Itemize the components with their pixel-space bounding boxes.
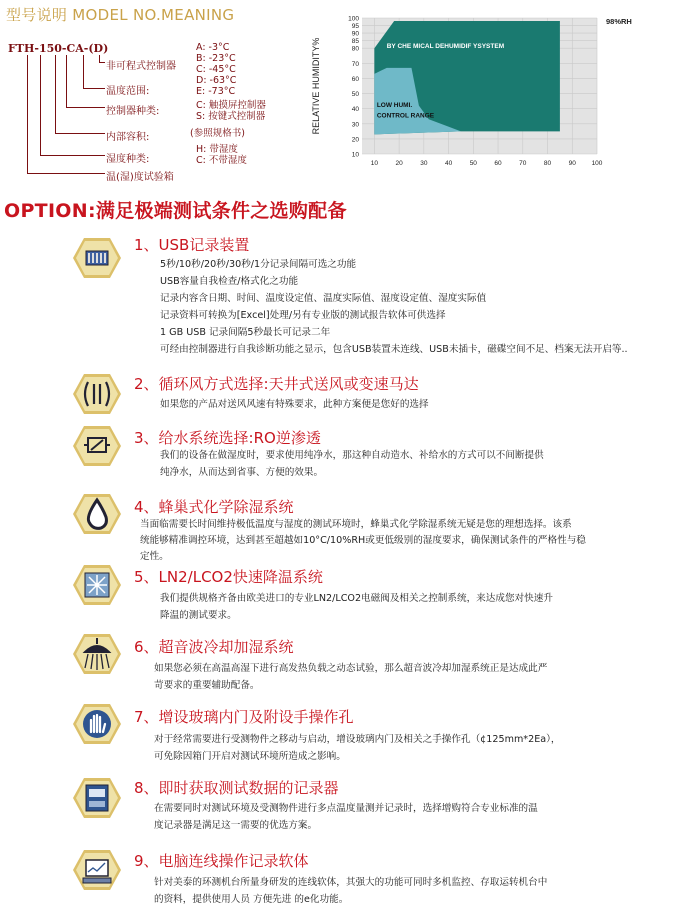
temp-option-b: B: -23°C bbox=[196, 53, 236, 64]
chart-region-label-dehumid: BY CHE MICAL DEHUMIDIF YSYSTEM bbox=[386, 43, 505, 51]
chart-ytick-label: 95 bbox=[351, 23, 359, 31]
item-5-line: 我们提供规格齐备由欧美进口的专业LN2/LCO2电磁阀及相关之控制系统，来达成您对快速升 bbox=[160, 593, 553, 604]
item-9-line: 的资料，提供使用人员 方便先进 的e化功能。 bbox=[154, 894, 349, 905]
item-2-desc bbox=[160, 396, 429, 413]
model-label-humidity-type: 湿度种类: bbox=[106, 154, 150, 165]
model-meaning-title: 型号说明 MODEL NO.MEANING bbox=[6, 6, 235, 24]
usb-card-icon bbox=[72, 236, 122, 280]
temp-option-a: A: -3°C bbox=[196, 42, 230, 53]
computer-icon bbox=[72, 848, 122, 892]
humidity-option-h: H: 带湿度 bbox=[196, 144, 238, 155]
chart-ytick-label: 40 bbox=[351, 106, 359, 114]
item-2-title: 2、循环风方式选择:天井式送风或变速马达 bbox=[134, 375, 419, 393]
item-9-desc bbox=[154, 874, 547, 908]
humidity-chart bbox=[310, 10, 695, 180]
item-1-line: 记录资料可转换为[Excel]处理/另有专业版的测试报告软体可供选择 bbox=[160, 310, 446, 321]
item-9-title: 9、电脑连线操作记录软体 bbox=[134, 852, 309, 870]
chart-ytick-label: 60 bbox=[351, 75, 359, 83]
chart-ytick-label: 10 bbox=[351, 151, 359, 159]
chart-ytick-label: 80 bbox=[351, 45, 359, 53]
chart-xtick-label: 100 bbox=[591, 160, 603, 167]
chart-region-label-low-humi-1: LOW HUMI. bbox=[376, 102, 413, 110]
chart-xtick-label: 10 bbox=[370, 160, 378, 167]
item-7-line: 可免除因箱门开启对测试环境所造成之影响。 bbox=[154, 751, 346, 762]
item-9-line: 针对美泰的环测机台所量身研发的连线软体，其强大的功能可同时多机监控、存取运转机台中 bbox=[154, 877, 548, 888]
recorder-icon bbox=[72, 776, 122, 820]
chart-xtick-label: 30 bbox=[420, 160, 428, 167]
item-1-line: 5秒/10秒/20秒/30秒/1分记录间隔可选之功能 bbox=[160, 259, 357, 270]
chart-ytick-label: 90 bbox=[351, 30, 359, 38]
chart-xtick-label: 50 bbox=[469, 160, 477, 167]
model-label-chamber: 温(湿)度试验箱 bbox=[106, 172, 174, 183]
volume-note: (参照规格书) bbox=[190, 128, 245, 139]
controller-option-c: C: 触摸屏控制器 bbox=[196, 100, 266, 111]
item-8-title: 8、即时获取测试数据的记录器 bbox=[134, 779, 339, 797]
item-4-line: 当面临需要长时间维持极低温度与湿度的测试环境时，蜂巢式化学除湿系统无疑是您的理想选择。该系 bbox=[140, 519, 572, 530]
airflow-icon bbox=[72, 372, 122, 416]
item-7-desc bbox=[154, 731, 561, 765]
item-5-title: 5、LN2/LCO2快速降温系统 bbox=[134, 568, 323, 586]
chart-xtick-label: 70 bbox=[519, 160, 527, 167]
item-6-line: 苛要求的重要辅助配备。 bbox=[154, 680, 260, 691]
humidity-chart-svg bbox=[310, 10, 695, 180]
chart-region-label-low-humi-2: CONTROL RANGE bbox=[376, 112, 435, 120]
chart-xtick-label: 20 bbox=[395, 160, 403, 167]
chart-ytick-label: 70 bbox=[351, 60, 359, 68]
item-1-title: 1、USB记录装置 bbox=[134, 236, 250, 254]
item-8-line: 在需要同时对测试环境及受测物件进行多点温度量测并记录时，选择增购符合专业标准的温 bbox=[154, 803, 538, 814]
item-3-title: 3、给水系统选择:RO逆渗透 bbox=[134, 429, 321, 447]
item-1-line: 记录内容含日期、时间、温度设定值、温度实际值、湿度设定值、湿度实际值 bbox=[160, 293, 487, 304]
item-4-line: 定性。 bbox=[140, 551, 169, 562]
item-1-desc bbox=[160, 256, 628, 358]
chart-xtick-label: 80 bbox=[543, 160, 552, 167]
temp-option-c: C: -45°C bbox=[196, 64, 236, 75]
controller-option-s: S: 按键式控制器 bbox=[196, 111, 266, 122]
temp-options bbox=[196, 42, 236, 97]
temp-option-d: D: -63°C bbox=[196, 75, 237, 86]
item-6-title: 6、超音波冷却加湿系统 bbox=[134, 638, 294, 656]
item-3-desc bbox=[160, 447, 544, 481]
model-code: FTH-150-CA-(D) bbox=[8, 42, 109, 55]
humidity-options bbox=[196, 144, 247, 166]
chart-xtick-label: 40 bbox=[444, 160, 453, 167]
item-5-line: 降温的测试要求。 bbox=[160, 610, 237, 621]
chart-xtick-label: 60 bbox=[494, 160, 502, 167]
item-1-line: USB容量自我检查/格式化之功能 bbox=[160, 276, 299, 287]
item-8-line: 度记录器是满足这一需要的优选方案。 bbox=[154, 820, 318, 831]
item-4-desc bbox=[140, 517, 695, 565]
temp-option-e: E: -73°C bbox=[196, 86, 236, 97]
water-drop-icon bbox=[72, 492, 122, 536]
item-5-desc bbox=[160, 590, 553, 624]
item-3-line: 我们的设备在做湿度时，要求使用纯净水，那这种自动造水、补给水的方式可以不间断提供 bbox=[160, 450, 544, 461]
model-label-volume: 内部容积: bbox=[106, 132, 150, 143]
model-label-controller-type: 控制器种类: bbox=[106, 106, 160, 117]
item-7-title: 7、增设玻璃内门及附设手操作孔 bbox=[134, 708, 354, 726]
item-2-line: 如果您的产品对送风风速有特殊要求，此种方案便是您好的选择 bbox=[160, 399, 429, 410]
chart-ytick-label: 85 bbox=[351, 38, 359, 46]
filter-icon bbox=[72, 424, 122, 468]
item-4-title: 4、蜂巢式化学除湿系统 bbox=[134, 498, 294, 516]
sprinkler-icon bbox=[72, 632, 122, 676]
item-3-line: 纯净水，从而达到省事、方便的效果。 bbox=[160, 467, 324, 478]
cooling-fan-icon bbox=[72, 563, 122, 607]
item-7-line: 对于经常需要进行受测物件之移动与启动，增设玻璃内门及相关之手操作孔（¢125mm*2Ea）， bbox=[154, 734, 561, 745]
glove-icon bbox=[72, 702, 122, 746]
model-label-controller: 非可程式控制器 bbox=[106, 61, 176, 72]
option-title: OPTION:满足极端测试条件之选购配备 bbox=[4, 200, 347, 222]
item-6-desc bbox=[154, 660, 547, 694]
item-4-line: 统能够精准调控环境，达到甚至超越如10°C/10%RH或更低级别的湿度要求，确保测试条件的严格性与稳 bbox=[140, 535, 586, 546]
chart-ylabel: RELATIVE HUMIDITY% bbox=[311, 37, 321, 135]
model-label-temp-range: 温度范围: bbox=[106, 86, 150, 97]
chart-ytick-label: 30 bbox=[351, 121, 359, 129]
chart-annotation: 98%RH bbox=[606, 17, 632, 26]
item-1-line: 可经由控制器进行自我诊断功能之显示，包含USB装置未连线、USB未插卡，磁碟空间不足、档案无法开启等.. bbox=[160, 344, 628, 355]
chart-ytick-label: 20 bbox=[351, 136, 359, 144]
controller-options bbox=[196, 100, 266, 122]
item-6-line: 如果您必须在高温高湿下进行高发热负载之动态试验，那么超音波冷却加湿系统正是达成此严 bbox=[154, 663, 548, 674]
item-8-desc bbox=[154, 800, 538, 834]
chart-xtick-label: 90 bbox=[568, 160, 576, 167]
humidity-option-c: C: 不带湿度 bbox=[196, 155, 247, 166]
chart-ytick-label: 100 bbox=[348, 15, 359, 23]
item-1-line: 1 GB USB 记录间隔5秒最长可记录二年 bbox=[160, 327, 331, 338]
chart-ytick-label: 50 bbox=[351, 91, 359, 99]
